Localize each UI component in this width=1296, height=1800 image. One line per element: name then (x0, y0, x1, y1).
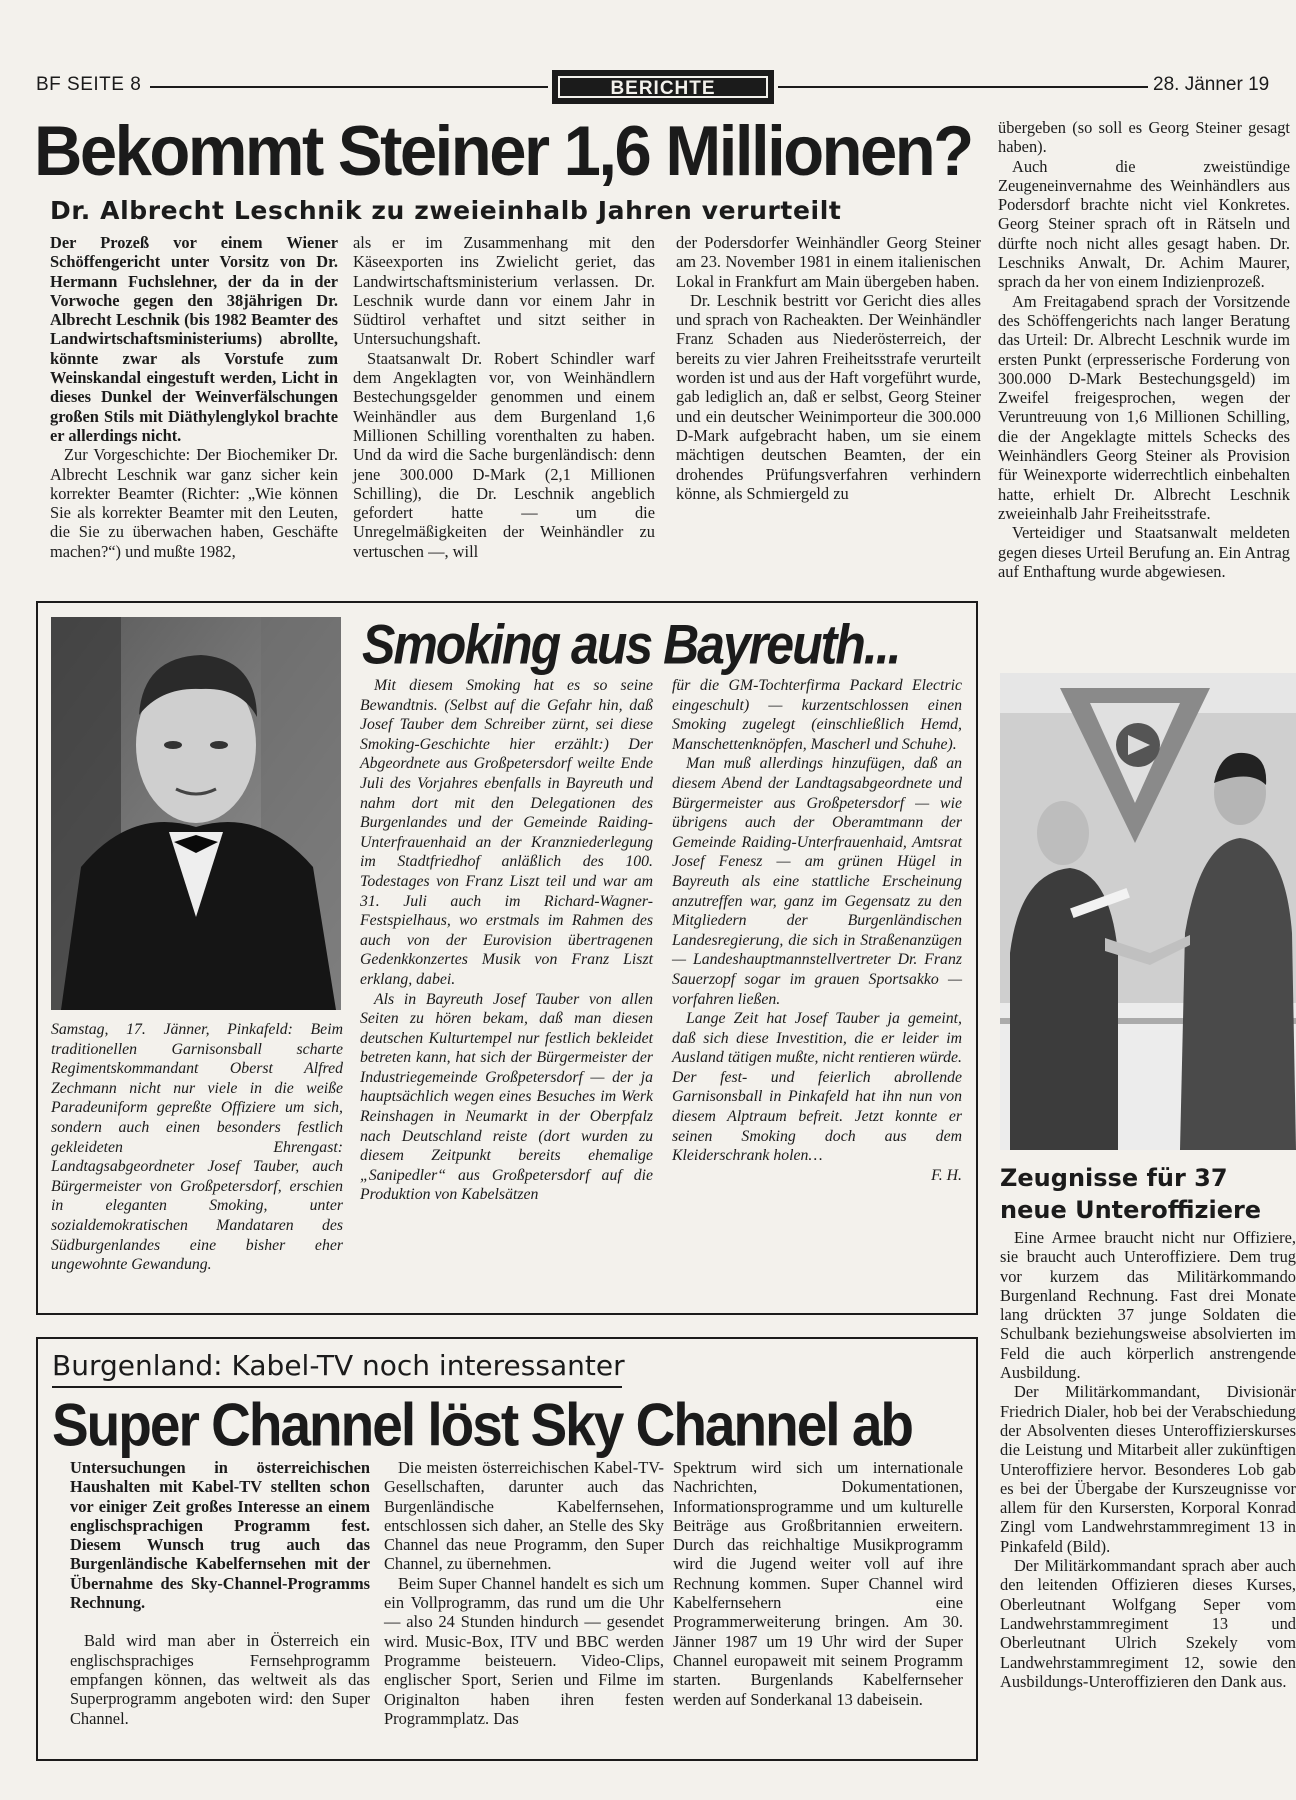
smoking-paragraph: Mit diesem Smoking hat es so seine Bewandtnis. (Selbst auf die Gefahr hin, daß Josef Tauber dem Schreiber zürnt, sei diese Smoking-Geschichte hier erzählt:) Der Abgeordnete aus Großpetersdorf weilte Ende Juli des Vorjahres ebenfalls in Bayreuth und nahm dort mit den Delegationen des Burgenlandes und der Gemeinde Raiding-Unterfrauenhaid an der Kranzniederlegung im Stadtfriedhof anläßlich des 100. Todestages von Franz Liszt teil und war am 31. Juli auch im Richard-Wagner-Festspielhaus, wo erstmals im Rahmen des auch von der Eurovision übertragenen Gedenkkonzertes Musik von Franz Liszt erklang, dabei. (360, 677, 653, 988)
channel-paragraph: Spektrum wird sich um internationale Nachrichten, Dokumentationen, Informationsprogramme und um kulturelle Beiträge aus Großbritannien erweitern. Durch das reichhaltige Musikprogramm wird die Jugend weiter voll auf ihre Rechnung kommen. Super Channel wird Kabelfernsehern eine Programmerweiterung bringen. Am 30. Jänner 1987 um 19 Uhr wird der Super Channel europaweit mit seinem Programm starten. Burgenlands Kabelfernseher werden auf Sonderkanal 13 dabeisein. (673, 1458, 963, 1709)
side-headline: Zeugnisse für 37 neue Unteroffiziere (1000, 1164, 1262, 1224)
issue-date: 28. Jänner 19 (1153, 74, 1270, 95)
channel-paragraph: Die meisten österreichischen Kabel-TV-Gesellschaften, darunter auch das Burgenländische Kabelfernsehen, entschlossen sich daher, an Stelle des Sky Channel das neue Programm, den Super Channel, zu übernehmen. (384, 1458, 664, 1574)
handshake-photo (1000, 673, 1296, 1150)
smoking-column-1 (360, 676, 653, 1205)
section-label: BERICHTE (558, 76, 768, 98)
lead-paragraph: Am Freitagabend sprach der Vorsitzende des Schöffengerichts nach langer Beratung das Urteil: Dr. Albrecht Leschnik wurde im ersten Punkt (erpresserische Forderung von 300.000 D-Mark Bestechungsgeld) im Zweifel freigesprochen, wegen der Veruntreuung von 1,6 Millionen Schilling, die der Angeklagte mittels Schecks des Weinhändlers Georg Steiner als Provision für Weinexporte widerrechtlich einbehalten hatte, erhielt Dr. Albrecht Leschnik zweieinhalb Jahr Freiheitsstrafe. (998, 291, 1290, 523)
lead-paragraph: Zur Vorgeschichte: Der Biochemiker Dr. Albrecht Leschnik war ganz sicher kein korrekter Beamter (Richter: „Wie können Sie als korrekter Beamter mit den Leuten, die Sie zu überwachen haben, Geschäfte machen?“) und mußte 1982, (50, 445, 338, 561)
channel-kicker: Burgenland: Kabel-TV noch interessanter (52, 1349, 625, 1382)
channel-headline: Super Channel löst Sky Channel ab (52, 1390, 913, 1459)
lead-column-1 (50, 233, 338, 561)
lead-column-4 (998, 118, 1290, 581)
lead-subheadline: Dr. Albrecht Leschnik zu zweieinhalb Jahren verurteilt (50, 196, 842, 225)
page-label: BF SEITE 8 (36, 74, 142, 95)
smoking-paragraph: Man muß allerdings hinzufügen, daß an diesem Abend der Landtagsabgeordnete und Bürgermeister aus Großpetersdorf — wie übrigens auch der Oberamtmann der Gemeinde Raiding-Unterfrauenhaid, Amtsrat Josef Fenesz — am grünen Hügel in Bayreuth als eine stattliche Erscheinung anzutreffen war, ganz im Gegensatz zu den Mitgliedern der Burgenländischen Landesregierung, die sich in Straßenanzügen — Landeshauptmannstellvertreter Dr. Franz Sauerzopf sogar im grauen Sportsakko — vorfahren ließen. (672, 755, 962, 1008)
lead-paragraph: übergeben (so soll es Georg Steiner gesagt haben). (998, 118, 1290, 157)
smoking-paragraph: für die GM-Tochterfirma Packard Electric eingeschult) — kurzentschlossen einen Smoking zugelegt (einschließlich Hemd, Manschettenknöpfen, Mascherl und Schuhe). (672, 677, 962, 753)
smoking-column-2 (672, 676, 962, 1185)
side-paragraph: Eine Armee braucht nicht nur Offiziere, sie braucht auch Unteroffiziere. Dem trug vor kurzem das Militärkommando Burgenland Rechnung. Fast drei Monate lang drückten 37 junge Soldaten die Schulbank beziehungsweise absolvierten im Feld die auch körperlich anstrengende Ausbildung. (1000, 1228, 1296, 1383)
tuxedo-portrait-photo (51, 617, 341, 1010)
lead-column-2 (353, 233, 655, 561)
side-paragraph: Der Militärkommandant sprach aber auch den leitenden Offizieren dieses Kurses, Oberleutnant Wolfgang Seper vom Landwehrstammregiment 13 und Oberleutnant Ulrich Szekely vom Landwehrstammregiment 12, sowie den Ausbildungs-Unteroffizieren den Dank aus. (1000, 1556, 1296, 1691)
kicker-underline (52, 1386, 622, 1388)
smoking-paragraph: Als in Bayreuth Josef Tauber von allen Seiten zu hören bekam, daß man diesen deutschen Kulturtempel nur festlich bekleidet betreten kann, hat sich der Bürgermeister der Industriegemeinde Großpetersdorf — der ja hauptsächlich wegen eines Besuches im Werk Reinshagen in Neumarkt in der Oberpfalz nach Deutschland reiste (dort wurden zu diesem Zeitpunkt bereits ehemalige „Sanipedler“ aus Großpetersdorf auf die Produktion von Kabelsätzen (360, 990, 653, 1204)
lead-intro: Der Prozeß vor einem Wiener Schöffengericht unter Vorsitz von Dr. Hermann Fuchslehner, der da in der Vorwoche gegen den 38jährigen Dr. Albrecht Leschnik (bis 1982 Beamter des Landwirtschaftsministeriums) abrollte, könnte zwar als Vorstufe zum Weinskandal eingestuft werden, Licht in dieses Dunkel der Weinverfälschungen großen Stils mit Diäthylenglykol brachte er allerdings nicht. (50, 233, 338, 445)
lead-paragraph: der Podersdorfer Weinhändler Georg Steiner am 23. November 1981 in einem italienischen Lokal in Frankfurt am Main übergeben haben. (676, 233, 981, 291)
channel-intro: Untersuchungen in österreichischen Haushalten mit Kabel-TV stellten schon vor einiger Zeit großes Interesse an einem englischsprachigen Programm fest. Diesem Wunsch trug auch das Burgenländische Kabelfernsehen mit der Übernahme des Sky-Channel-Programms Rechnung. (70, 1458, 370, 1613)
lead-paragraph: Dr. Leschnik bestritt vor Gericht dies alles und sprach von Racheakten. Der Weinhändler Franz Schaden aus Niederösterreich, der bereits zu vier Jahren Freiheitsstrafe verurteilt worden ist und aus der Haft vorgeführt wurde, gab lediglich an, daß er selbst, Georg Steiner und ein deutscher Weinimporteur die 300.000 D-Mark aufgebracht haben, um sie einem mächtigen deutschen Beamten, der ein drohendes Prüfungsverfahren verhindern könne, als Schmiergeld zu (676, 290, 981, 503)
lead-paragraph: Verteidiger und Staatsanwalt meldeten gegen dieses Urteil Berufung an. Ein Antrag auf Enthaftung wurde abgewiesen. (998, 523, 1290, 581)
smoking-title: Smoking aus Bayreuth... (362, 613, 900, 676)
photo-caption: Samstag, 17. Jänner, Pinkafeld: Beim traditionellen Garnisonsball scharte Regimentskommandant Oberst Alfred Zechmann nicht nur viele in die weiße Paradeuniform gepreßte Offiziere um sich, sondern auch einen besonders festlich gekleideten Ehrengast: Landtagsabgeordneter Josef Tauber, auch Bürgermeister von Großpetersdorf, erschien in eleganten Smoking, unter sozialdemokratischen Mandataren des Südburgenlandes eine bisher eher ungewohnte Gewandung. (51, 1021, 343, 1274)
lead-paragraph: Auch die zweistündige Zeugeneinvernahme des Weinhändlers aus Podersdorf brachte nicht viel Konkretes. Georg Steiner sprach oft in Rätseln und dürfte noch nicht alles gesagt haben. Dr. Leschniks Anwalt, Dr. Achim Maurer, sprach da her von einem Indizienprozeß. (998, 156, 1290, 292)
lead-column-3 (676, 233, 981, 503)
channel-column-1 (70, 1458, 370, 1728)
header-rule-right (778, 86, 1148, 88)
channel-paragraph: Beim Super Channel handelt es sich um ein Vollprogramm, das rund um die Uhr — also 24 Stunden hindurch — gesendet wird. Music-Box, ITV und BBC werden Programme beisteuern. Video-Clips, englischer Sport, Serien und Filme im Originalton haben ihren festen Programmplatz. Das (384, 1573, 664, 1728)
section-label-box (552, 70, 774, 104)
lead-paragraph: als er im Zusammenhang mit den Käseexporten ins Zwielicht geriet, das Landwirtschaftsministerium verlassen. Dr. Leschnik wurde dann vor einem Jahr in Südtirol verhaftet und sitzt seither in Untersuchungshaft. (353, 233, 655, 349)
channel-column-3 (673, 1458, 963, 1709)
side-paragraph: Der Militärkommandant, Divisionär Friedrich Dialer, hob bei der Verabschiedung der Absolventen dieses Unteroffizierskurses die Leistung und Mitarbeit aller zukünftigen Unteroffiziere hervor. Besonderes Lob gab es bei der Übergabe der Kurszeugnisse vor allem für den Kursersten, Korporal Konrad Zingl vom Landwehrstammregiment 13 in Pinkafeld (Bild). (1000, 1382, 1296, 1556)
header-rule-left (150, 86, 548, 88)
author-signature: F. H. (931, 1166, 962, 1184)
channel-column-2 (384, 1458, 664, 1728)
lead-headline: Bekommt Steiner 1,6 Millionen? (34, 111, 972, 191)
side-column (1000, 1228, 1296, 1691)
smoking-paragraph: Lange Zeit hat Josef Tauber ja gemeint, daß sich diese Investition, die er leider im Ausland tätigen mußte, nicht rentieren würde. Der fest- und feierlich abrollende Garnisonsball in Pinkafeld hat ihn nun von diesem Alptraum befreit. Jetzt konnte er seinen Smoking doch aus dem Kleiderschrank holen… (672, 1010, 962, 1165)
channel-paragraph: Bald wird man aber in Österreich ein englischsprachiges Fernsehprogramm empfangen können, das weltweit als das Superprogramm angeboten wird: den Super Channel. (70, 1631, 370, 1728)
lead-paragraph: Staatsanwalt Dr. Robert Schindler warf dem Angeklagten vor, von Weinhändlern Bestechungsgelder genommen und einem Weinhändler aus dem Burgenland 1,6 Millionen Schilling vorenthalten zu haben. Und da wird die Sache burgenländisch: denn jene 300.000 D-Mark (2,1 Millionen Schilling), die Dr. Leschnik angeblich gefordert hatte — um die Unregelmäßigkeiten der Weinhändler zu vertuschen —, will (353, 348, 655, 561)
